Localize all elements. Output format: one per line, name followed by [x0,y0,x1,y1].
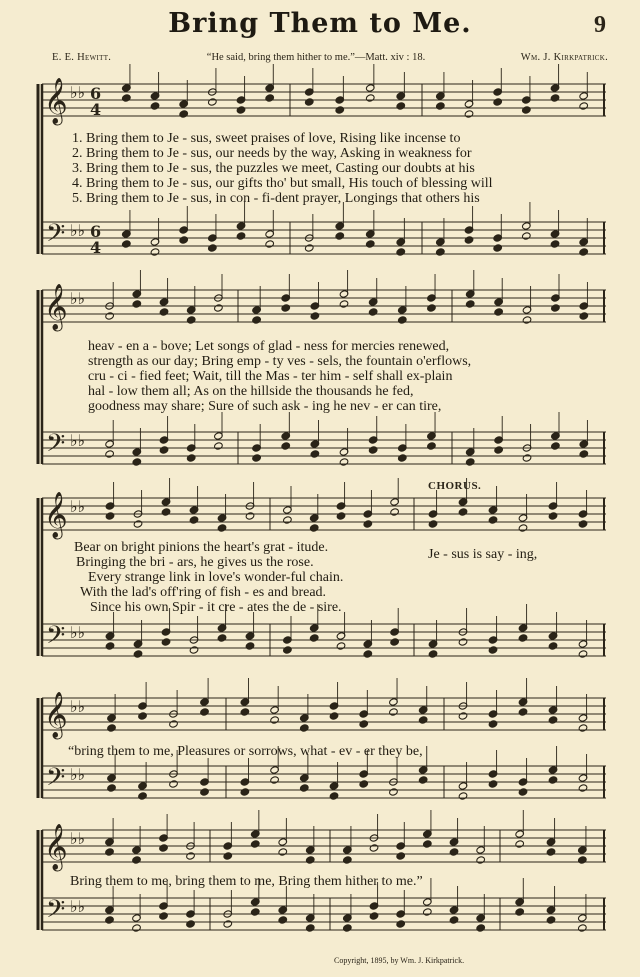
note-head [546,848,556,856]
note-head [458,712,468,720]
note-head [304,244,314,252]
note-head [270,716,280,724]
note-head [369,912,379,920]
key-signature-flats: ♭♭ [70,765,86,784]
note-head [458,638,468,646]
note-head [458,508,468,516]
page-number: 9 [594,12,606,38]
note-head [132,856,142,864]
verse-4-line-1: 4. Bring them to Je - sus, our gifts tho' but small, His touch of blessing will [72,176,493,191]
treble-clef-icon: 𝄞 [44,492,68,538]
time-signature-bottom: 4 [90,238,102,257]
note-head [522,106,532,114]
note-head [278,916,288,924]
key-signature-flats: ♭♭ [70,431,86,450]
note-head [252,316,262,324]
note-head [436,248,446,256]
note-head [359,780,369,788]
note-head [428,650,438,658]
verse-5-line-1: 5. Bring them to Je - sus, in con - fi-dent prayer, Longings that others his [72,191,480,206]
note-head [579,450,589,458]
note-head [396,102,406,110]
note-head [343,924,353,932]
note-head [159,308,169,316]
note-head [133,520,143,528]
note-head [169,720,179,728]
note-head [546,916,556,924]
note-head [522,316,532,324]
hymn-title: Bring Them to Me. [168,8,472,39]
note-head [551,304,561,312]
note-head [550,240,560,248]
note-head [578,724,588,732]
verse-2-line-1: 2. Bring them to Je - sus, our needs by the way, Asking in weakness for [72,146,472,161]
chorus-lyric-3: Bring them to me, bring them to me, Bring them hither to me.” [70,874,423,889]
note-head [522,232,532,240]
bass-clef-icon: 𝄢 [46,763,66,798]
verse-4-line-3: With the lad's off'ring of fish - es and bread. [80,585,327,600]
bass-clef-icon: 𝄢 [46,219,66,254]
note-head [578,856,588,864]
note-head [281,442,291,450]
note-head [488,780,498,788]
note-head [236,232,246,240]
note-head [476,924,486,932]
time-signature-top: 6 [90,84,102,103]
note-head [336,642,346,650]
note-head [369,844,379,852]
note-head [252,454,262,462]
note-head [449,916,459,924]
note-head [265,94,275,102]
note-head [518,524,528,532]
note-head [161,508,171,516]
note-head [464,236,474,244]
note-head [464,110,474,118]
note-head [458,792,468,800]
key-signature-flats: ♭♭ [70,221,86,240]
note-head [550,94,560,102]
note-head [398,454,408,462]
note-head [488,516,498,524]
copyright-notice: Copyright, 1895, by Wm. J. Kirkpatrick. [334,956,465,965]
verse-1-line-3: Bear on bright pinions the heart's grat - itude. [74,540,329,555]
note-head [250,908,260,916]
note-head [396,852,406,860]
composer-credit: Wm. J. Kirkpatrick. [520,52,608,63]
note-head [522,454,532,462]
note-head [179,110,189,118]
note-head [105,916,115,924]
treble-clef-icon: 𝄞 [44,78,68,124]
note-head [368,308,378,316]
note-head [309,524,319,532]
note-head [159,912,169,920]
note-head [309,634,319,642]
author-credit: E. E. Hewitt. [52,52,112,63]
note-head [305,924,315,932]
note-head [310,450,320,458]
treble-clef-icon: 𝄞 [44,824,68,870]
note-head [418,776,428,784]
note-head [310,312,320,320]
note-head [515,840,525,848]
note-head [186,920,196,928]
note-head [449,848,459,856]
note-head [548,716,558,724]
chorus-lyric-2: “bring them to me, Pleasures or sorrows, what - ev - er they be, [68,744,423,759]
note-head [281,304,291,312]
verse-5-line-3: Since his own Spir - it cre - ates the de - sire. [90,600,342,615]
note-head [161,638,171,646]
note-head [578,784,588,792]
note-head [138,792,148,800]
note-head [365,94,375,102]
note-head [578,924,588,932]
note-head [223,852,233,860]
note-head [278,848,288,856]
treble-clef-icon: 𝄞 [44,692,68,738]
key-signature-flats: ♭♭ [70,289,86,308]
note-head [368,446,378,454]
note-head [423,840,433,848]
note-head [578,520,588,528]
chorus-label: CHORUS. [428,480,482,492]
note-head [436,102,446,110]
note-head [336,512,346,520]
verse-2-line-3: Bringing the bri - ars, he gives us the rose. [76,555,314,570]
verse-5-line-2: goodness may share; Sure of such ask - ing he nev - er can tire, [88,399,442,414]
note-head [133,650,143,658]
note-head [189,516,199,524]
bass-clef-icon: 𝄢 [46,621,66,656]
note-head [132,300,142,308]
note-head [493,244,503,252]
note-head [240,708,250,716]
note-head [579,312,589,320]
verse-1-line-2: heav - en a - bove; Let songs of glad - ness for mercies renewed, [88,339,450,354]
note-head [488,646,498,654]
note-head [186,852,196,860]
note-head [150,248,160,256]
note-head [138,712,148,720]
note-head [179,236,189,244]
note-head [105,450,115,458]
note-head [283,516,293,524]
note-head [283,646,293,654]
verse-3-line-1: 3. Bring them to Je - sus, the puzzles we meet, Casting our doubts at his [72,161,475,176]
note-head [515,908,525,916]
note-head [363,520,373,528]
note-head [578,650,588,658]
note-head [579,102,589,110]
note-head [335,232,345,240]
note-head [245,512,255,520]
verse-3-line-2: cru - ci - fied feet; Wait, till the Mas - ter him - self shall ex-plain [88,369,453,384]
note-head [423,908,433,916]
note-head [427,304,437,312]
note-head [329,792,339,800]
note-head [494,308,504,316]
bass-clef-icon: 𝄢 [46,429,66,464]
note-head [132,458,142,466]
note-head [270,776,280,784]
note-head [245,642,255,650]
time-signature-top: 6 [90,222,102,241]
note-head [548,512,558,520]
key-signature-flats: ♭♭ [70,697,86,716]
note-head [240,788,250,796]
note-head [159,446,169,454]
note-head [465,300,475,308]
note-head [223,920,233,928]
note-head [217,634,227,642]
note-head [169,780,179,788]
note-head [343,856,353,864]
note-head [186,454,196,462]
note-head [107,784,117,792]
time-signature-bottom: 4 [90,100,102,119]
note-head [300,784,310,792]
note-head [359,720,369,728]
verse-3-line-3: Every strange link in love's wonder-ful chain. [88,570,344,585]
note-head [339,458,349,466]
note-head [579,248,589,256]
key-signature-flats: ♭♭ [70,623,86,642]
note-head [122,240,132,248]
note-head [398,316,408,324]
chorus-lyric-1: Je - sus is say - ing, [428,547,538,562]
treble-clef-icon: 𝄞 [44,284,68,330]
verse-4-line-2: hal - low them all; As on the hillside the thousands he fed, [88,384,414,399]
note-head [389,708,399,716]
note-head [150,102,160,110]
note-head [518,634,528,642]
note-head [428,520,438,528]
note-head [208,244,218,252]
note-head [551,442,561,450]
note-head [427,442,437,450]
note-head [304,98,314,106]
note-head [132,924,142,932]
note-head [200,788,210,796]
note-head [390,638,400,646]
key-signature-flats: ♭♭ [70,83,86,102]
note-head [494,446,504,454]
note-head [122,94,132,102]
note-head [365,240,375,248]
note-head [548,776,558,784]
note-head [250,840,260,848]
key-signature-flats: ♭♭ [70,897,86,916]
bass-clef-icon: 𝄢 [46,895,66,930]
note-head [389,788,399,796]
note-head [335,106,345,114]
note-head [339,300,349,308]
note-head [305,856,315,864]
key-signature-flats: ♭♭ [70,497,86,516]
note-head [418,716,428,724]
note-head [518,788,528,796]
note-head [300,724,310,732]
note-head [390,508,400,516]
note-head [476,856,486,864]
note-head [105,512,115,520]
note-head [518,708,528,716]
verse-1-line-1: 1. Bring them to Je - sus, sweet praises of love, Rising like incense to [72,131,461,146]
note-head [105,312,115,320]
note-head [265,240,275,248]
note-head [488,720,498,728]
key-signature-flats: ♭♭ [70,829,86,848]
note-head [107,724,117,732]
note-head [186,316,196,324]
note-head [465,458,475,466]
note-head [200,708,210,716]
note-head [396,248,406,256]
note-head [214,304,224,312]
note-head [396,920,406,928]
note-head [105,848,115,856]
note-head [159,844,169,852]
scripture-reference: “He said, bring them hither to me.”—Matt. xiv : 18. [206,52,426,63]
note-head [189,646,199,654]
verse-2-line-2: strength as our day; Bring emp - ty ves - sels, the fountain o'erflows, [88,354,472,369]
note-head [214,442,224,450]
note-head [236,106,246,114]
note-head [493,98,503,106]
note-head [329,712,339,720]
note-head [208,98,218,106]
note-head [217,524,227,532]
note-head [363,650,373,658]
note-head [548,642,558,650]
note-head [105,642,115,650]
